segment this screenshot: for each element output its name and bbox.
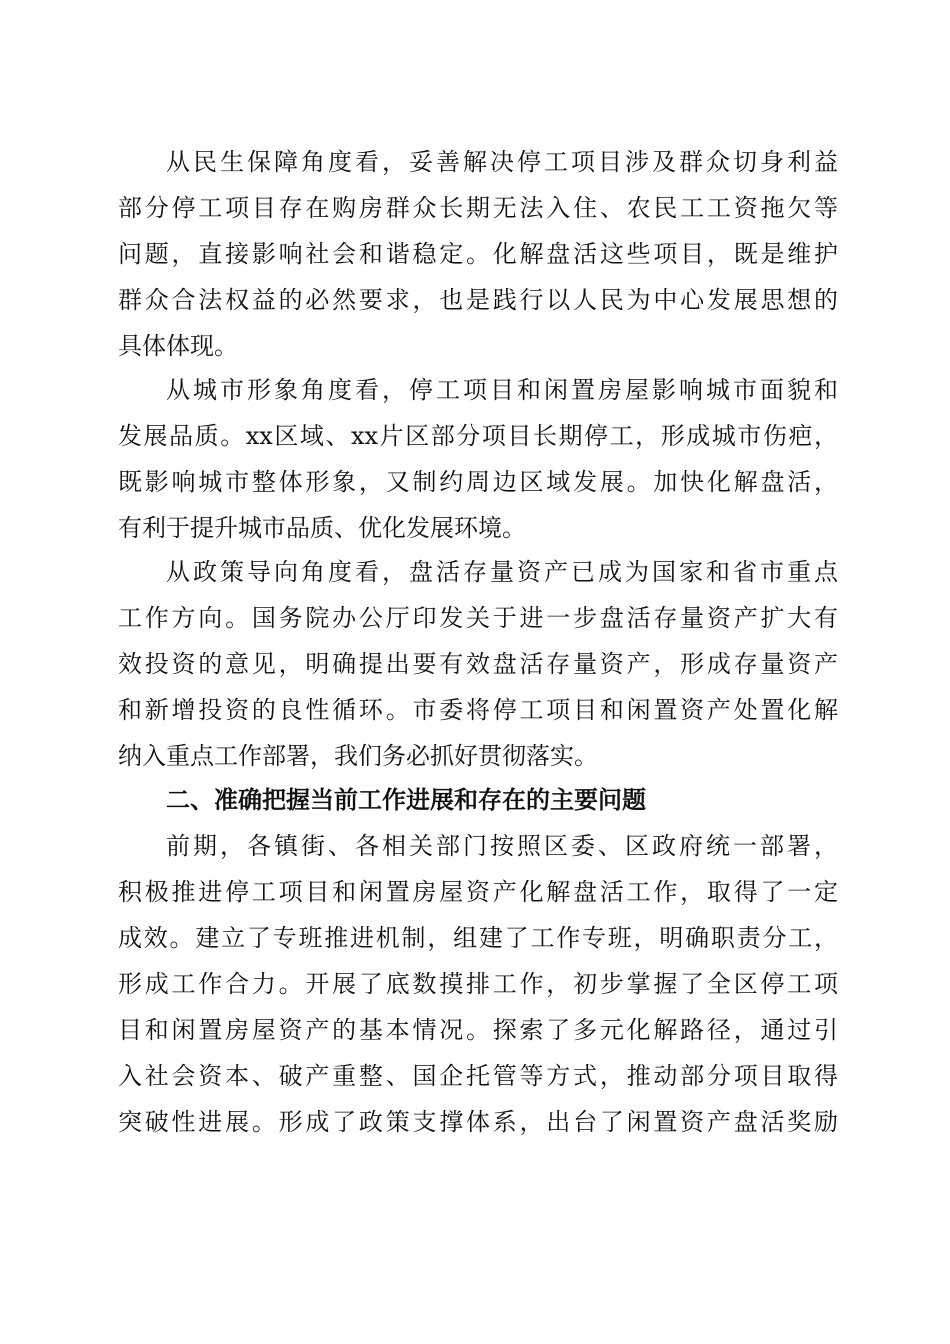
paragraph-3-line-2: 工作方向。国务院办公厅印发关于进一步盘活存量资产扩大有: [118, 604, 838, 632]
paragraph-1-line-4: 群众合法权益的必然要求，也是践行以人民为中心发展思想的: [118, 286, 838, 314]
paragraph-2-line-3: 既影响城市整体形象，又制约周边区域发展。加快化解盘活，: [118, 468, 838, 496]
paragraph-4-line-6: 入社会资本、破产重整、国企托管等方式，推动部分项目取得: [118, 1062, 838, 1090]
paragraph-2-line-1: 从城市形象角度看，停工项目和闲置房屋影响城市面貌和: [166, 376, 838, 404]
paragraph-3-line-1: 从政策导向角度看，盘活存量资产已成为国家和省市重点: [166, 558, 838, 586]
paragraph-4-line-4: 形成工作合力。开展了底数摸排工作，初步掌握了全区停工项: [118, 970, 838, 998]
paragraph-1-line-5: 具体体现。: [118, 332, 238, 360]
paragraph-3-line-5: 纳入重点工作部署，我们务必抓好贯彻落实。: [118, 742, 598, 770]
paragraph-1-line-3: 问题，直接影响社会和谐稳定。化解盘活这些项目，既是维护: [118, 240, 838, 268]
paragraph-4-line-7: 突破性进展。形成了政策支撑体系，出台了闲置资产盘活奖励: [118, 1108, 838, 1136]
paragraph-4-line-2: 积极推进停工项目和闲置房屋资产化解盘活工作，取得了一定: [118, 878, 838, 906]
paragraph-2-line-2: 发展品质。xx区域、xx片区部分项目长期停工，形成城市伤疤，: [118, 422, 838, 450]
paragraph-1-line-2: 部分停工项目存在购房群众长期无法入住、农民工工资拖欠等: [118, 194, 838, 222]
paragraph-4-line-5: 目和闲置房屋资产的基本情况。探索了多元化解路径，通过引: [118, 1016, 838, 1044]
paragraph-1-line-1: 从民生保障角度看，妥善解决停工项目涉及群众切身利益: [166, 148, 838, 176]
paragraph-3-line-4: 和新增投资的良性循环。市委将停工项目和闲置资产处置化解: [118, 696, 838, 724]
paragraph-2-line-4: 有利于提升城市品质、优化发展环境。: [118, 514, 526, 542]
paragraph-3-line-3: 效投资的意见，明确提出要有效盘活存量资产，形成存量资产: [118, 650, 838, 678]
paragraph-4-line-1: 前期，各镇街、各相关部门按照区委、区政府统一部署，: [166, 832, 838, 860]
section-heading: 二、准确把握当前工作进展和存在的主要问题: [166, 786, 646, 814]
paragraph-4-line-3: 成效。建立了专班推进机制，组建了工作专班，明确职责分工，: [118, 924, 838, 952]
